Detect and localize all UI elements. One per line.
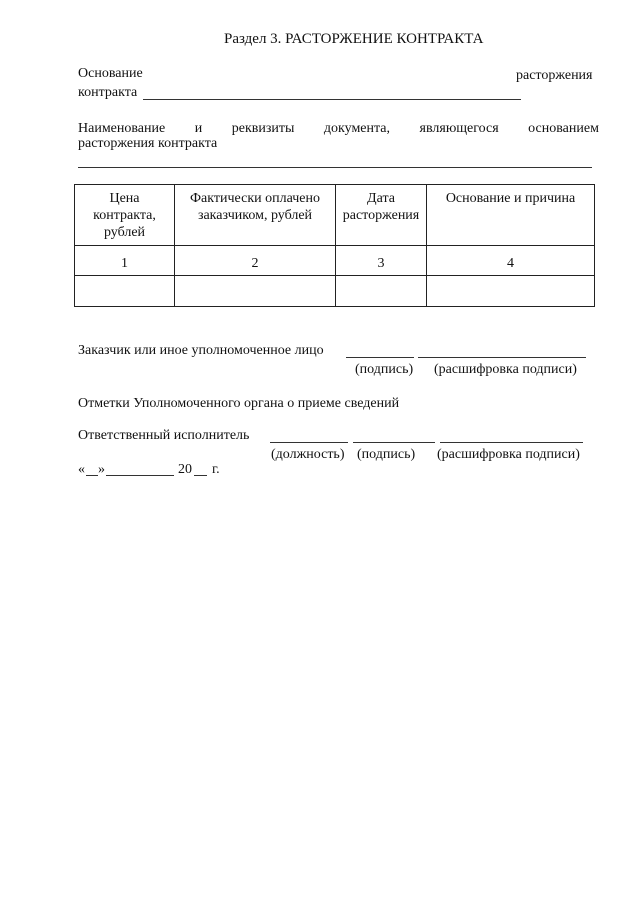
date-year-prefix: 20 (178, 462, 192, 477)
table-cell-empty[interactable] (427, 276, 595, 307)
customer-label: Заказчик или иное уполномоченное лицо (78, 343, 324, 358)
table-cell: 3 (336, 246, 427, 276)
table-header-row (75, 185, 595, 246)
customer-signature-line[interactable] (346, 357, 414, 358)
table-cell: 1 (75, 246, 175, 276)
termination-table (74, 184, 595, 307)
document-label-2: расторжения контракта (78, 136, 218, 151)
date-open-quote: « (78, 462, 85, 477)
basis-label-1: Основание (78, 66, 143, 81)
table-cell-empty[interactable] (175, 276, 336, 307)
header-paid: Фактически оплачено заказчиком, рублей (175, 185, 336, 246)
header-reason: Основание и причина (427, 185, 595, 246)
date-day-line[interactable] (86, 475, 98, 476)
executor-signature-line[interactable] (353, 442, 435, 443)
date-year-line[interactable] (194, 475, 207, 476)
table-cell: 4 (427, 246, 595, 276)
document-fill-line[interactable] (78, 167, 592, 168)
date-year-suffix: г. (212, 462, 220, 477)
doc-word: Наименование (78, 121, 166, 136)
basis-label-2: контракта (78, 85, 138, 100)
table-cell: 2 (175, 246, 336, 276)
table-number-row (75, 246, 595, 276)
customer-decode-line[interactable] (418, 357, 586, 358)
doc-word: реквизиты (231, 121, 295, 136)
date-month-line[interactable] (106, 475, 174, 476)
doc-word: и (194, 121, 203, 136)
executor-label: Ответственный исполнитель (78, 428, 250, 443)
header-price: Цена контракта, рублей (75, 185, 175, 246)
table-row (75, 276, 595, 307)
executor-caption-decode: (расшифровка подписи) (437, 447, 580, 462)
document-label-line (78, 121, 599, 137)
doc-word: основанием (528, 121, 599, 136)
section-title: Раздел 3. РАСТОРЖЕНИЕ КОНТРАКТА (224, 31, 484, 47)
customer-caption-decode: (расшифровка подписи) (434, 362, 577, 377)
executor-caption-position: (должность) (271, 447, 345, 462)
basis-fill-line[interactable] (143, 99, 521, 100)
table-cell-empty[interactable] (336, 276, 427, 307)
executor-decode-line[interactable] (440, 442, 583, 443)
table-cell-empty[interactable] (75, 276, 175, 307)
marks-label: Отметки Уполномоченного органа о приеме сведений (78, 396, 400, 411)
customer-caption-signature: (подпись) (355, 362, 414, 377)
date-close-quote: » (98, 462, 105, 477)
doc-word: документа, (323, 121, 391, 136)
doc-word: являющегося (419, 121, 499, 136)
executor-caption-signature: (подпись) (357, 447, 416, 462)
basis-label-right: расторжения (516, 68, 593, 83)
executor-position-line[interactable] (270, 442, 348, 443)
header-date: Дата расторжения (336, 185, 427, 246)
